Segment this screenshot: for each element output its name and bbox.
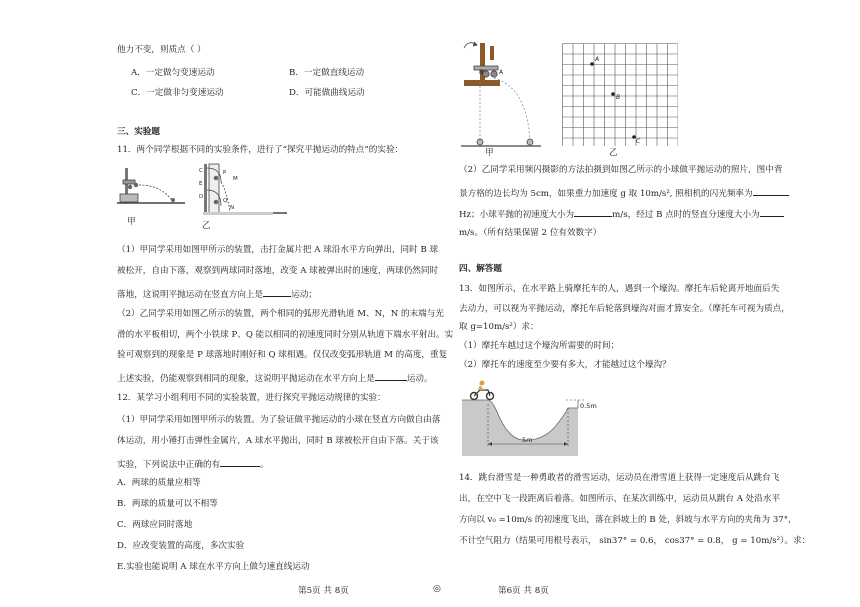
q10-option-d: D．可能做曲线运动 — [289, 88, 365, 98]
q12-p2-blank-2[interactable] — [574, 207, 612, 217]
fig12-caption-b: 乙 — [609, 148, 618, 158]
fig11-label-q: Q — [223, 198, 228, 204]
q12-grid-figure — [562, 43, 678, 147]
q11-p2-line-3: 验可观察到的现象是 P 球落地时刚好和 Q 球相遇。仅仅改变弧形轨道 M 的高度，重复 — [117, 350, 448, 360]
q12-p1-blank[interactable] — [220, 457, 260, 467]
q12-stem: 12．某学习小组利用不同的实验装置，进行探究平抛运动规律的实验： — [117, 393, 386, 403]
ditch-width-label: 5m — [522, 436, 533, 444]
q12-p2-blank-1[interactable] — [753, 186, 789, 196]
fig11-label-n: N — [230, 205, 235, 211]
q13-line-1: 13．如图所示，在水平路上骑摩托车的人，遇到一个壕沟。摩托车后轮离开地面后失 — [459, 284, 780, 294]
q12-p2-line-2: 景方格的边长均为 5cm，如果重力加速度 g 取 10m/s², 照相机的闪光频率为 — [459, 186, 789, 200]
fig12-caption-a: 甲 — [485, 148, 494, 158]
grid-point-c: C — [636, 138, 641, 145]
q12-p1-line-2: 体运动，用小锤打击弹性金属片，A 球水平抛出，同时 B 球被松开自由下落。关于该 — [117, 436, 439, 446]
ditch-height-label: 0.5m — [580, 402, 597, 410]
grid-point-a: A — [595, 56, 600, 63]
fig12-label-b: B — [479, 69, 484, 76]
fig11-caption-b: 乙 — [202, 221, 211, 231]
q12-option-c: C．两球应同时落地 — [117, 520, 193, 530]
q12-figure-a — [456, 38, 546, 150]
grid-point-b: B — [616, 94, 621, 101]
q11-figure — [117, 160, 292, 228]
q11-p2-line-4: 上述实验，仍能观察到相同的现象，这说明平抛运动在水平方向上是 运动。 — [117, 371, 433, 385]
left-page-footer: 第5页 共 8页 — [298, 586, 349, 596]
fig11-caption-a: 甲 — [127, 217, 136, 227]
right-page-footer: 第6页 共 8页 — [498, 586, 549, 596]
q14-line-1: 14．跳台滑雪是一种勇敢者的滑雪运动，运动员在滑雪道上获得一定速度后从跳台飞 — [459, 473, 780, 483]
q11-p1-line-3: 落地，这说明平抛运动在竖直方向上是 运动； — [117, 287, 317, 301]
q12-p1-line-3: 实验，下列说法中正确的有 。 — [117, 457, 269, 471]
q10-tail: 他力不变，则质点（ ） — [117, 45, 206, 55]
q12-p2-line-3: Hz；小球平抛的初速度大小为 m/s，经过 B 点时的竖直分速度大小为 — [459, 207, 784, 221]
q11-p2-line-2: 滑的水平板相切，两个小铁球 P、Q 能以相同的初速度同时分别从轨道下端水平射出。实 — [117, 330, 454, 340]
q11-p1-line-2: 被松开，自由下落，观察到两球同时落地，改变 A 球被弹出时的速度，两球仍然同时 — [117, 266, 439, 276]
q12-option-d: D．应改变装置的高度，多次实验 — [117, 541, 245, 551]
section-3-title: 三、实验题 — [117, 127, 160, 137]
q12-p2-blank-3[interactable] — [760, 207, 784, 217]
q13-line-2: 去动力，可以视为平抛运动，摩托车后轮落到壕沟对面才算安全。（摩托车可视为质点， — [459, 304, 790, 314]
q12-p2-line-4: m/s。（所有结果保留 2 位有效数字） — [459, 228, 602, 238]
q12-option-a: A．两球的质量应相等 — [117, 478, 201, 488]
q11-p2-blank[interactable] — [375, 371, 407, 381]
fig11-label-c: C — [199, 168, 203, 174]
q12-p1-line-1: （1）甲同学采用如图甲所示的装置。为了验证做平抛运动的小球在竖直方向做自由落 — [117, 415, 441, 425]
q12-option-b: B．两球的质量可以不相等 — [117, 499, 218, 509]
center-binding-mark: ◎ — [433, 584, 441, 594]
q11-p2-line-1: （2）乙同学采用如图乙所示的装置，两个相同的弧形光滑轨道 M、N，N 的末端与光 — [117, 309, 444, 319]
fig11-label-e: E — [199, 181, 203, 187]
fig12-label-a: A — [499, 69, 504, 76]
q13-ditch-figure — [462, 378, 602, 456]
q10-option-b: B．一定做直线运动 — [289, 68, 365, 78]
fig11-label-m: M — [233, 176, 238, 182]
q11-p1-line-1: （1）甲同学采用如图甲所示的装置，击打金属片把 A 球沿水平方向弹出，同时 B 球 — [117, 245, 439, 255]
q10-option-c: C．一定做非匀变速运动 — [131, 88, 224, 98]
fig11-label-p: P — [223, 170, 227, 176]
q14-line-4: 不计空气阻力（结果可用根号表示， sin37° = 0.6， cos37° = 0.8， g = 10m/s²）。求： — [459, 536, 811, 546]
q12-option-e: E.实验也能说明 A 球在水平方向上做匀速直线运动 — [117, 562, 310, 572]
fig11-label-d: D — [199, 194, 204, 200]
q11-p1-blank[interactable] — [263, 287, 291, 297]
q11-stem: 11．两个同学根据不同的实验条件，进行了“探究平抛运动的特点”的实验： — [117, 145, 404, 155]
motorcycle-icon — [471, 381, 494, 400]
q13-line-3: 取 g=10m/s²）求： — [459, 322, 539, 332]
q12-p2-line-1: （2）乙同学采用频闪摄影的方法拍摄到如图乙所示的小球做平抛运动的照片，图中背 — [459, 165, 783, 175]
q14-line-3: 方向以 v₀ =10m/s 的初速度飞出，落在斜坡上的 B 处，斜坡与水平方向的夹角为 37°， — [459, 515, 797, 525]
q13-line-5: （2）摩托车的速度至少要有多大，才能越过这个壕沟？ — [459, 360, 671, 370]
section-4-title: 四、解答题 — [459, 264, 502, 274]
q10-option-a: A．一定做匀变速运动 — [131, 68, 215, 78]
q13-line-4: （1）摩托车越过这个壕沟所需要的时间； — [459, 341, 620, 351]
q14-line-2: 出，在空中飞一段距离后着落。如图所示，在某次训练中，运动员从跳台 A 处沿水平 — [459, 494, 781, 504]
